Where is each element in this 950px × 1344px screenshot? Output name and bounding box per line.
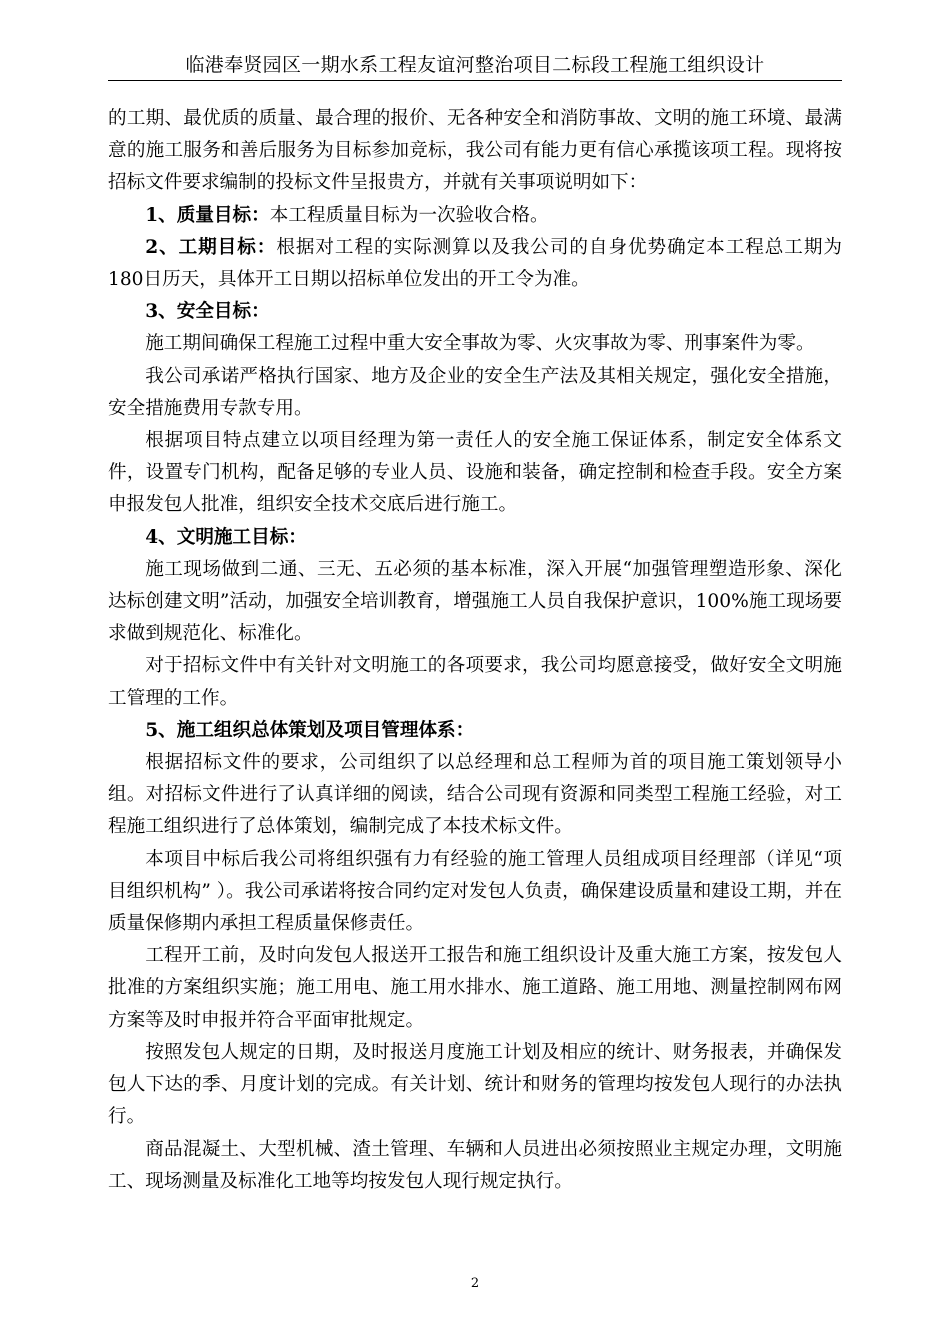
planning-paragraph-2: 本项目中标后我公司将组织强有力有经验的施工管理人员组成项目经理部（详见“项目组织机构” ）。我公司承诺将按合同约定对发包人负责，确保建设质量和建设工期，并在质量保修期内承担工程质量保修责任。 (108, 848, 842, 935)
planning-paragraph-4: 按照发包人规定的日期，及时报送月度施工计划及相应的统计、财务报表，并确保发包人下达的季、月度计划的完成。有关计划、统计和财务的管理均按发包人现行的办法执行。 (108, 1041, 842, 1128)
page-number: 2 (470, 1276, 480, 1291)
schedule-goal-text: 根据对工程的实际测算以及我公司的自身优势确定本工程总工期为180日历天，具体开工日期以招标单位发出的开工令为准。 (108, 236, 842, 291)
schedule-goal-label: 2、工期目标： (145, 236, 277, 258)
civilized-paragraph-2: 对于招标文件中有关针对文明施工的各项要求，我公司均愿意接受，做好安全文明施工管理的工作。 (108, 655, 842, 709)
schedule-goal-paragraph (108, 232, 842, 296)
quality-goal-label: 1、质量目标： (145, 204, 270, 226)
safety-paragraph-1: 施工期间确保工程施工过程中重大安全事故为零、火灾事故为零、刑事案件为零。 (145, 333, 815, 355)
civilized-construction-heading: 4、文明施工目标： (145, 526, 307, 548)
header-divider (108, 80, 842, 81)
safety-paragraph-3: 根据项目特点建立以项目经理为第一责任人的安全施工保证体系，制定安全体系文件，设置专门机构，配备足够的专业人员、设施和装备，确定控制和检查手段。安全方案申报发包人批准，组织安全技术交底后进行施工。 (108, 430, 842, 516)
safety-paragraph-2: 我公司承诺严格执行国家、地方及企业的安全生产法及其相关规定，强化安全措施，安全措施费用专款专用。 (108, 365, 842, 419)
page-header-title: 临港奉贤园区一期水系工程友谊河整治项目二标段工程施工组织设计 (185, 54, 765, 76)
civilized-paragraph-1: 施工现场做到二通、三无、五必须的基本标准，深入开展“加强管理塑造形象、深化达标创建文明”活动，加强安全培训教育，增强施工人员自我保护意识，100%施工现场要求做到规范化、标准化。 (108, 558, 842, 645)
document-body (108, 103, 842, 1198)
safety-goal-heading: 3、安全目标： (145, 301, 270, 323)
planning-paragraph-5: 商品混凝土、大型机械、渣土管理、车辆和人员进出必须按照业主规定办理，文明施工、现场测量及标准化工地等均按发包人现行规定执行。 (108, 1138, 842, 1192)
planning-paragraph-3: 工程开工前，及时向发包人报送开工报告和施工组织设计及重大施工方案，按发包人批准的方案组织实施；施工用电、施工用水排水、施工道路、施工用地、测量控制网布网方案等及时申报并符合平面审批规定。 (108, 945, 842, 1031)
quality-goal-text: 本工程质量目标为一次验收合格。 (269, 204, 549, 226)
planning-paragraph-1: 根据招标文件的要求，公司组织了以总经理和总工程师为首的项目施工策划领导小组。对招标文件进行了认真详细的阅读，结合公司现有资源和同类型工程施工经验，对工程施工组织进行了总体策划，编制完成了本技术标文件。 (108, 752, 842, 838)
intro-paragraph: 的工期、最优质的质量、最合理的报价、无各种安全和消防事故、文明的施工环境、最满意的施工服务和善后服务为目标参加竞标，我公司有能力更有信心承揽该项工程。现将按招标文件要求编制的投标文件呈报贵方，并就有关事项说明如下： (108, 108, 842, 194)
organization-planning-heading: 5、施工组织总体策划及项目管理体系： (145, 719, 475, 741)
quality-goal-paragraph (108, 200, 842, 232)
